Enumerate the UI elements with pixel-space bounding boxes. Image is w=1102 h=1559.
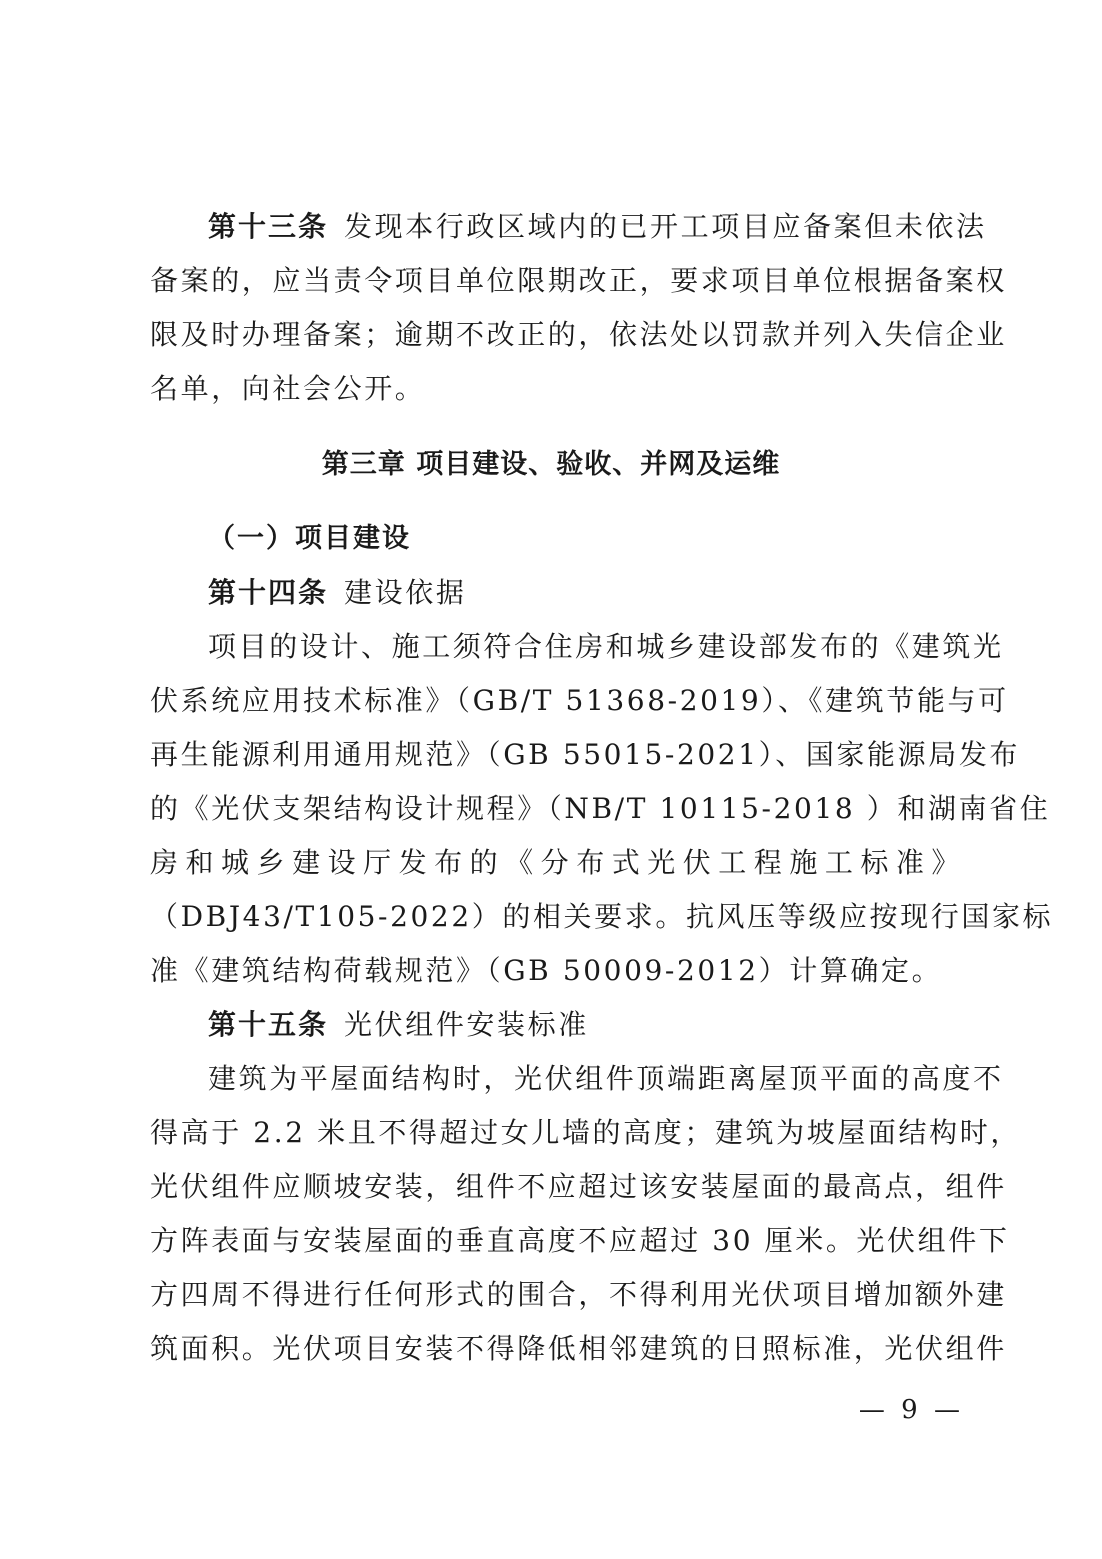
article-14-line-1: 项目的设计、施工须符合住房和城乡建设部发布的《建筑光 — [208, 630, 1004, 663]
article-13-line-4: 名单，向社会公开。 — [150, 372, 426, 405]
article-13-line-3: 限及时办理备案；逾期不改正的，依法处以罚款并列入失信企业 — [150, 318, 1007, 351]
article-15-label: 第十五条 — [208, 1008, 329, 1041]
article-13-line-1 — [208, 210, 987, 244]
article-15-heading-line — [208, 1008, 962, 1042]
article-13-text-1: 发现本行政区域内的已开工项目应备案但未依法 — [344, 210, 987, 243]
article-15-line-2: 得高于 2.2 米且不得超过女儿墙的高度；建筑为坡屋面结构时， — [150, 1116, 1021, 1149]
article-14-label: 第十四条 — [208, 576, 329, 609]
article-13-line-2: 备案的，应当责令项目单位限期改正，要求项目单位根据备案权 — [150, 264, 1007, 297]
article-15-line-1: 建筑为平屋面结构时，光伏组件顶端距离屋顶平面的高度不 — [208, 1062, 1004, 1095]
article-14-line-5: 房和城乡建设厅发布的《分布式光伏工程施工标准》 — [150, 846, 962, 879]
article-14-line-2: 伏系统应用技术标准》（GB/T 51368-2019）、《建筑节能与可 — [150, 684, 1009, 717]
section-1-title: （一）项目建设 — [208, 523, 411, 554]
article-14-heading: 建设依据 — [344, 576, 467, 609]
chapter-3-title: 第三章 项目建设、验收、并网及运维 — [321, 449, 781, 480]
article-13-label: 第十三条 — [208, 210, 329, 243]
article-14-line-7: 准《建筑结构荷载规范》（GB 50009-2012）计算确定。 — [150, 954, 943, 987]
article-15-heading: 光伏组件安装标准 — [344, 1008, 589, 1041]
page-number: — 9 — — [858, 1395, 964, 1425]
article-15-line-6: 筑面积。光伏项目安装不得降低相邻建筑的日照标准，光伏组件 — [150, 1332, 1007, 1365]
article-15-line-3: 光伏组件应顺坡安装，组件不应超过该安装屋面的最高点，组件 — [150, 1170, 1007, 1203]
article-15-line-5: 方四周不得进行任何形式的围合，不得利用光伏项目增加额外建 — [150, 1278, 1007, 1311]
article-14-heading-line — [208, 576, 962, 610]
article-14-line-3: 再生能源利用通用规范》（GB 55015-2021）、国家能源局发布 — [150, 738, 1021, 771]
article-15-line-4: 方阵表面与安装屋面的垂直高度不应超过 30 厘米。光伏组件下 — [150, 1224, 1010, 1257]
article-14-line-4: 的《光伏支架结构设计规程》（NB/T 10115-2018 ）和湖南省住 — [150, 792, 1051, 825]
article-14-line-6: （DBJ43/T105-2022）的相关要求。抗风压等级应按现行国家标 — [150, 900, 1054, 933]
